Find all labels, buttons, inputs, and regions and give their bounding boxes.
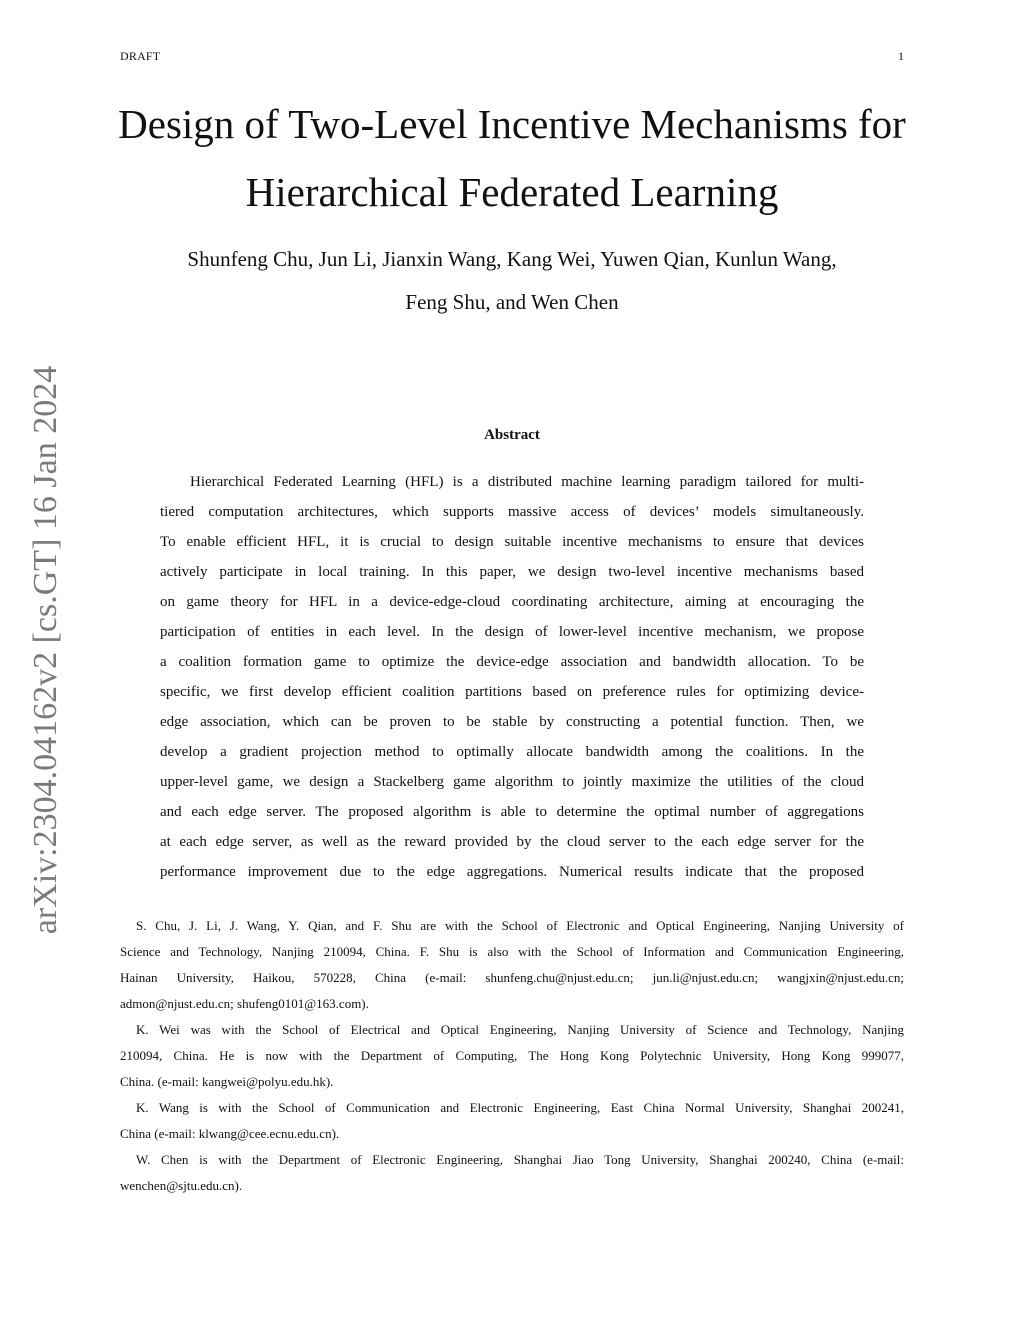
footnote-line: K. Wang is with the School of Communication and Electronic Engineering, East China Normal University, Shanghai 200241, [136, 1100, 904, 1115]
abstract-body [160, 467, 864, 887]
paper-title [100, 90, 924, 226]
arxiv-identifier-stamp: arXiv:2304.04162v2 [cs.GT] 16 Jan 2024 [27, 365, 64, 935]
abstract-line: tiered computation architectures, which supports massive access of devices’ models simultaneously. [160, 504, 864, 520]
abstract-line: at each edge server, as well as the reward provided by the cloud server to the each edge server for the [160, 834, 864, 850]
footnote-line: K. Wei was with the School of Electrical and Optical Engineering, Nanjing University of Science and Technology, Nanjing [136, 1022, 904, 1037]
abstract-line: edge association, which can be proven to be stable by constructing a potential function. Then, we [160, 714, 864, 730]
footnote-k-wei [120, 1017, 904, 1095]
footnote-line: S. Chu, J. Li, J. Wang, Y. Qian, and F. Shu are with the School of Electronic and Optical Engineering, Nanjing University of [136, 918, 904, 933]
abstract-line: develop a gradient projection method to optimally allocate bandwidth among the coalitions. In the [160, 744, 864, 760]
title-line-1: Design of Two-Level Incentive Mechanisms for [118, 101, 906, 147]
footnote-line: W. Chen is with the Department of Electronic Engineering, Shanghai Jiao Tong University, Shanghai 200240, China (e-mail: [136, 1152, 904, 1167]
running-header: DRAFT [120, 49, 161, 63]
abstract-line: participation of entities in each level. In the design of lower-level incentive mechanism, we propose [160, 624, 864, 640]
footnote-k-wang [120, 1095, 904, 1147]
affiliation-footnotes [120, 913, 904, 1199]
abstract-line: Hierarchical Federated Learning (HFL) is a distributed machine learning paradigm tailored for multi- [190, 474, 864, 490]
footnote-line: 210094, China. He is now with the Department of Computing, The Hong Kong Polytechnic University, Hong Kong 999077, [120, 1048, 904, 1063]
footnote-line: Science and Technology, Nanjing 210094, China. F. Shu is also with the School of Information and Communication Engineering, [120, 944, 904, 959]
abstract-line: upper-level game, we design a Stackelberg game algorithm to jointly maximize the utilities of the cloud [160, 774, 864, 790]
footnote-line: wenchen@sjtu.edu.cn). [120, 1178, 243, 1193]
abstract-line: specific, we first develop efficient coalition partitions based on preference rules for optimizing device- [160, 684, 864, 700]
abstract-heading: Abstract [484, 427, 540, 443]
abstract-line: a coalition formation game to optimize the device-edge association and bandwidth allocation. To be [160, 654, 864, 670]
abstract-line: performance improvement due to the edge aggregations. Numerical results indicate that the proposed [160, 864, 864, 880]
author-list [100, 238, 924, 324]
footnote-line: Hainan University, Haikou, 570228, China (e-mail: shunfeng.chu@njust.edu.cn; jun.li@njust.edu.cn; wangjxin@njust.edu.cn; [120, 970, 904, 985]
abstract-line: To enable efficient HFL, it is crucial to design suitable incentive mechanisms to ensure that devices [160, 534, 864, 550]
footnote-line: China. (e-mail: kangwei@polyu.edu.hk). [120, 1074, 334, 1089]
footnote-line: China (e-mail: klwang@cee.ecnu.edu.cn). [120, 1126, 340, 1141]
page-number: 1 [898, 49, 904, 63]
abstract-line: actively participate in local training. In this paper, we design two-level incentive mechanisms based [160, 564, 864, 580]
abstract-line: on game theory for HFL in a device-edge-cloud coordinating architecture, aiming at encouraging the [160, 594, 864, 610]
footnote-nust-authors [120, 913, 904, 1017]
authors-line-2: Feng Shu, and Wen Chen [405, 290, 619, 314]
authors-line-1: Shunfeng Chu, Jun Li, Jianxin Wang, Kang Wei, Yuwen Qian, Kunlun Wang, [187, 247, 837, 271]
footnote-line: admon@njust.edu.cn; shufeng0101@163.com). [120, 996, 369, 1011]
footnote-w-chen [120, 1147, 904, 1199]
title-line-2: Hierarchical Federated Learning [245, 169, 779, 215]
abstract-line: and each edge server. The proposed algorithm is able to determine the optimal number of aggregations [160, 804, 864, 820]
